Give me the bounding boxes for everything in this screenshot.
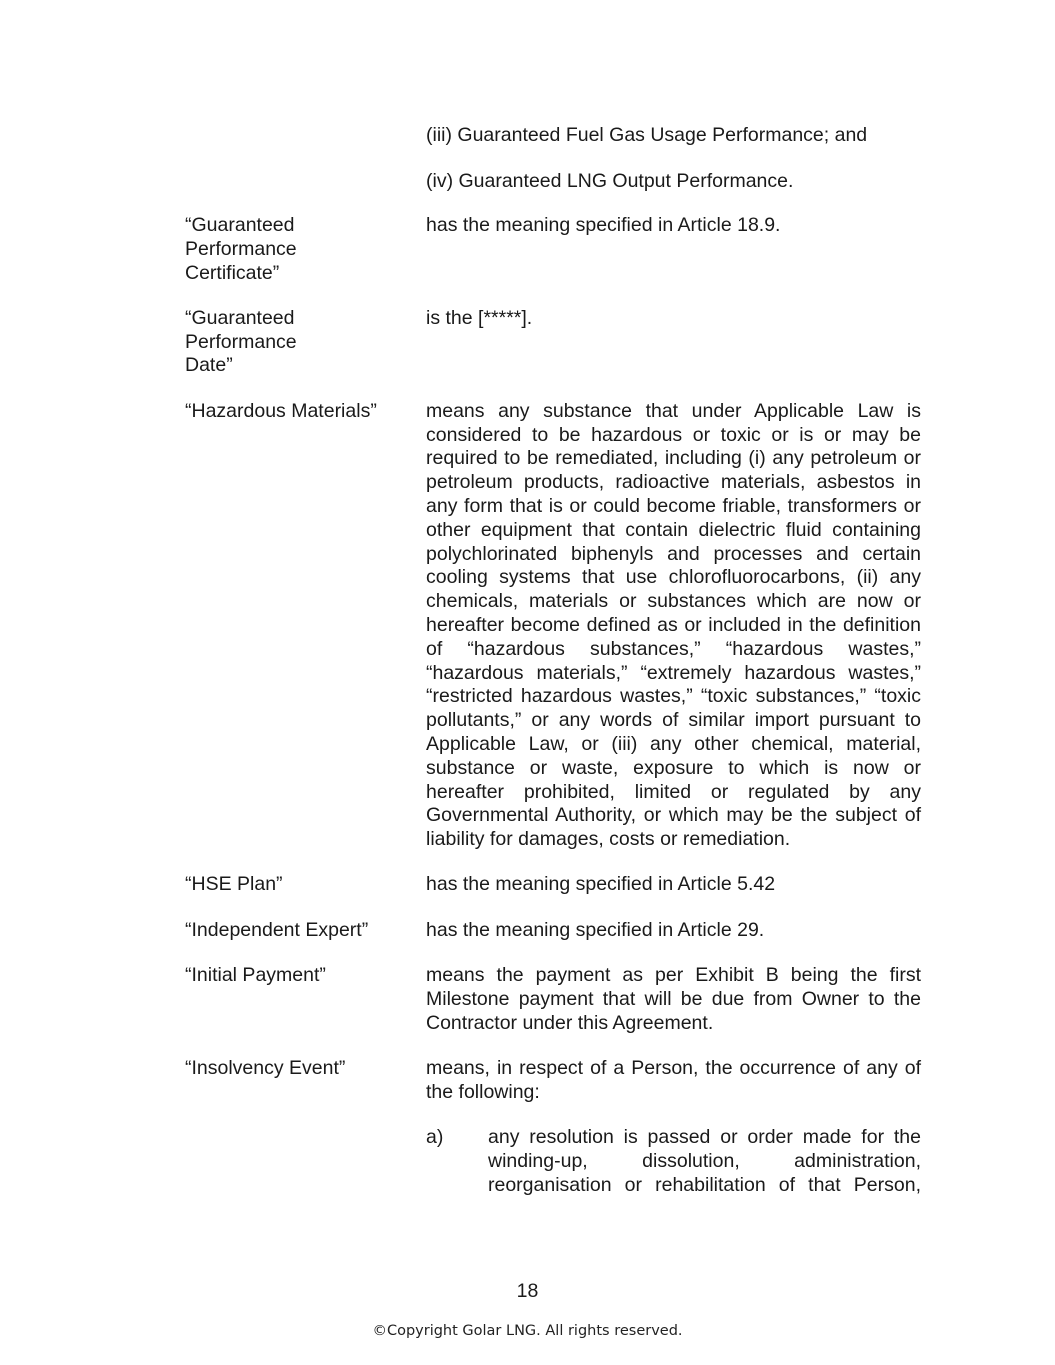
subitem-label: a) bbox=[426, 1126, 444, 1148]
definition-term: “Independent Expert” bbox=[185, 918, 369, 941]
definition-term: “Initial Payment” bbox=[185, 964, 326, 987]
definition-subitem bbox=[426, 1126, 921, 1197]
definition-row bbox=[185, 873, 921, 897]
definition-term: “HSE Plan” bbox=[185, 873, 283, 896]
definition-row bbox=[185, 964, 921, 1035]
definition-meaning: has the meaning specified in Article 5.42 bbox=[426, 873, 776, 896]
copyright-notice: ©Copyright Golar LNG. All rights reserved. bbox=[372, 1323, 683, 1339]
definition-meaning-text: means, in respect of a Person, the occurrence of any of the following: bbox=[426, 1056, 921, 1103]
subitem-text: any resolution is passed or order made for the winding-up, dissolution, administration, reorganisation or rehabilitation of that Person, bbox=[488, 1126, 921, 1196]
definition-row bbox=[185, 1057, 921, 1197]
definition-meaning: means the payment as per Exhibit B being the first Milestone payment that will be due from Owner to the Contractor under this Agreement. bbox=[426, 964, 921, 1034]
definition-row bbox=[185, 307, 921, 378]
definition-meaning: has the meaning specified in Article 29. bbox=[426, 918, 765, 941]
definition-meaning: is the [*****]. bbox=[426, 306, 533, 329]
definition-row bbox=[185, 400, 921, 852]
continuation-item-iii: (iii) Guaranteed Fuel Gas Usage Performance; and bbox=[426, 124, 868, 146]
definitions-list bbox=[185, 214, 921, 1219]
definition-meaning: means any substance that under Applicable Law is considered to be hazardous or toxic or is or may be required to be remediated, including (i) any petroleum or petroleum products, radioactive materials, asbestos in any form that is or could become friable, transformers or other equipment that contain dielectric fluid containing polychlorinated biphenyls and processes and certain cooling systems that use chlorofluorocarbons, (ii) any chemicals, materials or substances which are now or hereafter become defined as or included in the definition of “hazardous substances,” “hazardous wastes,” “hazardous materials,” “extremely hazardous wastes,” “restricted hazardous wastes,” “toxic substances,” “toxic pollutants,” or any words of similar import pursuant to Applicable Law, or (iii) any other chemical, material, substance or waste, exposure to which is now or hereafter prohibited, limited or regulated by any Governmental Authority, or which may be the subject of liability for damages, costs or remediation. bbox=[426, 399, 921, 851]
definition-term: “Guaranteed Performance Certificate” bbox=[185, 214, 297, 284]
continuation-item-iv: (iv) Guaranteed LNG Output Performance. bbox=[426, 170, 794, 192]
page-number: 18 bbox=[516, 1280, 539, 1302]
definition-term: “Insolvency Event” bbox=[185, 1056, 346, 1079]
definition-meaning bbox=[426, 1057, 921, 1197]
definition-term: “Hazardous Materials” bbox=[185, 399, 377, 422]
definition-meaning: has the meaning specified in Article 18.9. bbox=[426, 214, 781, 236]
definition-row bbox=[185, 214, 921, 285]
definition-row bbox=[185, 919, 921, 943]
definition-term: “Guaranteed Performance Date” bbox=[185, 306, 297, 377]
